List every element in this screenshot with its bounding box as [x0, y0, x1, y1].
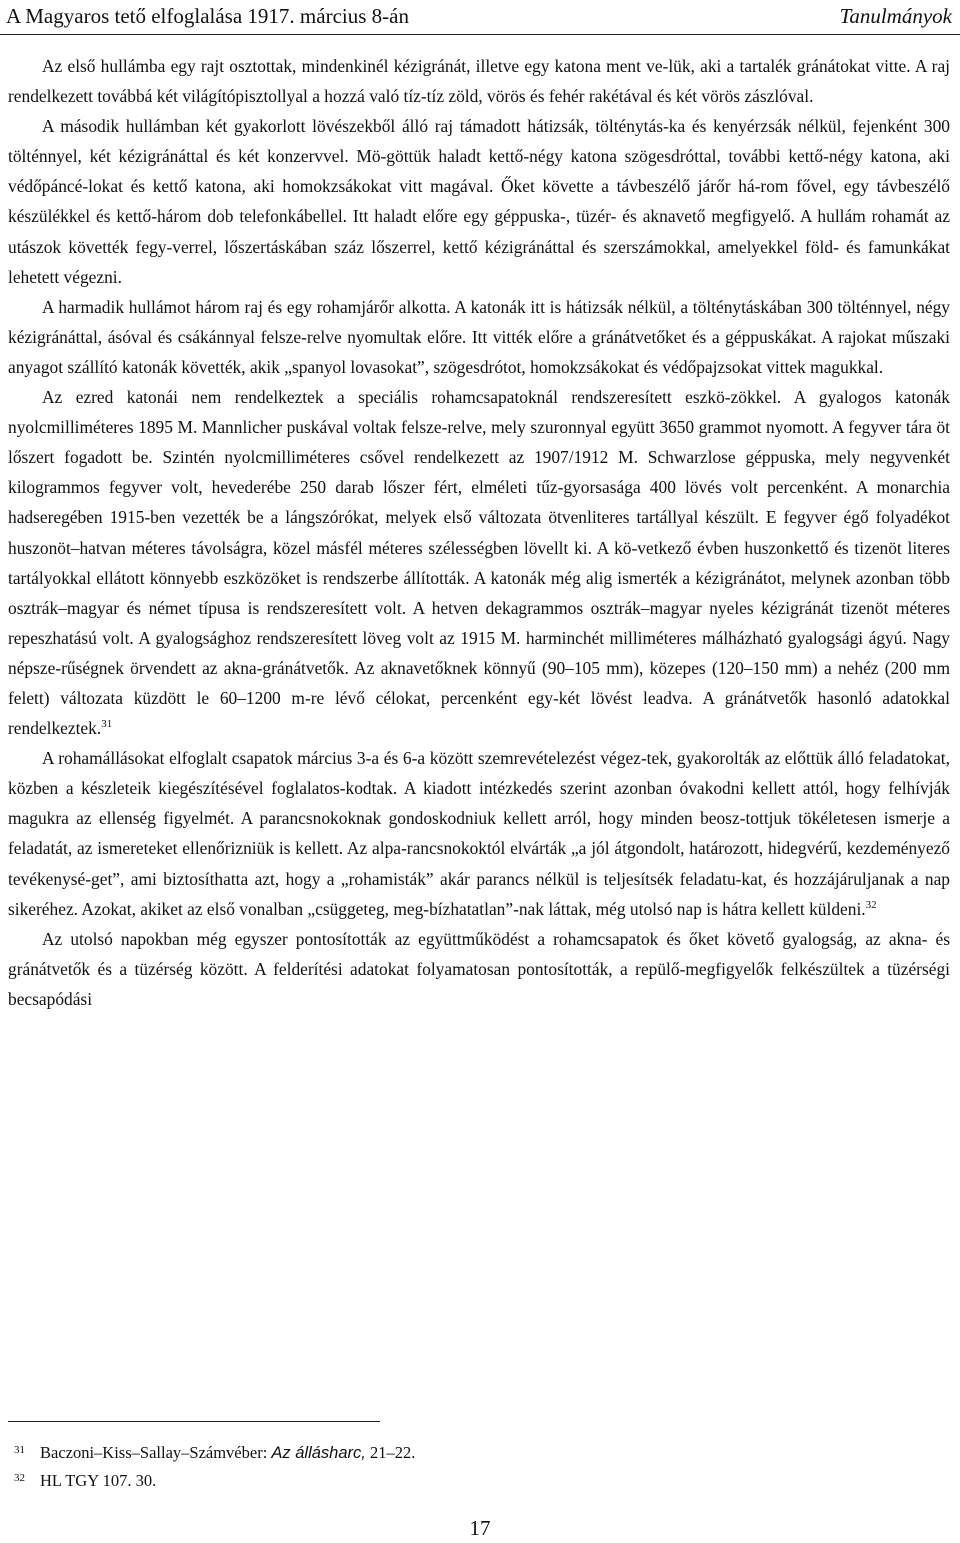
running-header-section: Tanulmányok: [839, 4, 952, 28]
paragraph-5: [8, 743, 950, 924]
paragraph-5-text: A rohamállásokat elfoglalt csapatok március 3-a és 6-a között szemrevételezést végez-tek, gyakorolták az előttük álló feladatokat, közben a készleteik kiegészítésével foglalatos-kodtak. A kiadott intézkedés szerint azonban óvakodni kellett attól, hogy felhívják magukra az ellenség figyelmét. A parancsnokoknak gondoskodniuk kellett arról, hogy minden beosz-tottjuk tökéletesen ismerje a feladatát, az ismereteket ellenőrizniük is kellett. Az alpa-rancsnokoktól elvárták „a jól átgondolt, határozott, hidegvérű, kezdeményező tevékenysé-get”, ami biztosíthatta azt, hogy a „rohamisták” akár parancs nélkül is teljesítsék feladatu-kat, és hozzájáruljanak a nap sikeréhez. Azokat, akiket az első vonalban „csüggeteg, meg-bízhatatlan”-nak láttak, még utolsó nap is hátra kellett küldeni.: [8, 748, 950, 919]
paragraph-4: [8, 382, 950, 743]
paragraph-2: [8, 111, 950, 292]
paragraph-1-text: Az első hullámba egy rajt osztottak, mindenkinél kézigránát, illetve egy katona ment ve-lük, aki a tartalék gránátokat vitte. A raj rendelkezett továbbá két világítópisztollyal a hozzá való tíz-tíz zöld, vörös és fehér rakétával és két vörös zászlóval.: [8, 56, 950, 107]
footnote-ref-31[interactable]: 31: [101, 718, 113, 731]
footnote-number: 31: [14, 1444, 25, 1456]
footnote-title: Az állásharc,: [271, 1444, 366, 1462]
footnote-number: 32: [14, 1472, 25, 1484]
footnotes: [14, 1440, 914, 1496]
paragraph-2-text: A második hullámban két gyakorlott lövészekből álló raj támadott hátizsák, tölténytás-ka és kenyérzsák nélkül, fejenként 300 tölténnyel, két kézigránáttal és két konzervvel. Mö-göttük haladt kettő-négy katona szögesdróttal, további kettő-négy katona, aki védőpáncé-lokat és kettő katona, aki homokzsákokat vitt magával. Őket követte a távbeszélő járőr há-rom fővel, egy távbeszélő készülékkel és kettő-három dob telefonkábellel. Itt haladt előre egy géppuska-, tüzér- és aknavető megfigyelő. A hullám rohamát az utászok követték fegy-verrel, lőszertáskában száz lőszerrel, kettő kézigránáttal és szerszámokkal, amelyekkel föld- és famunkákat lehetett végezni.: [8, 116, 950, 287]
footnote-pages: 21–22.: [365, 1443, 416, 1462]
paragraph-3: [8, 292, 950, 382]
footnote-divider: [8, 1421, 380, 1422]
paragraph-6: [8, 924, 950, 1014]
paragraph-1: [8, 51, 950, 111]
footnote-text: HL TGY 107. 30.: [40, 1471, 157, 1490]
body-text: [8, 51, 950, 1014]
footnote-32: [14, 1468, 914, 1496]
running-header-title: A Magyaros tető elfoglalása 1917. március 8-án: [6, 4, 409, 28]
header-divider: [0, 34, 960, 35]
footnote-authors: Baczoni–Kiss–Sallay–Számvéber:: [40, 1443, 272, 1462]
page-number: 17: [469, 1516, 491, 1540]
running-header: [6, 0, 952, 32]
footnote-31: [14, 1440, 914, 1468]
paragraph-4-text: Az ezred katonái nem rendelkeztek a speciális rohamcsapatoknál rendszeresített eszkö-zökkel. A gyalogos katonák nyolcmilliméteres 1895 M. Mannlicher puskával voltak felsze-relve, mely szuronnyal együtt 3650 grammot nyomott. A fegyver tára öt lőszert fogadott be. Szintén nyolcmilliméteres csővel rendelkezett az 1907/1912 M. Schwarzlose géppuska, mely negyvenkét kilogrammos fegyver volt, hevederébe 250 darab lőszer fért, elméleti tűz-gyorsasága 400 lövés volt percenként. A monarchia hadseregében 1915-ben vezették be a lángszórókat, melyek első változata ötvenliteres tartállyal készült. E fegyver égő folyadékot huszonöt–hatvan méteres távolságra, közel másfél méteres szélességben lövellt ki. A kö-vetkező évben huszonkettő és tizenöt literes tartályokkal ellátott könnyebb eszközöket is rendszerbe állították. A katonák még alig ismerték a kézigránátot, melynek azonban több osztrák–magyar és német típusa is rendszeresített volt. A hetven dekagrammos osztrák–magyar nyeles kézigránát tizenöt méteres repeszhatású volt. A gyalogsághoz rendszeresített löveg volt az 1915 M. harminchét milliméteres málházható gyalogsági ágyú. Nagy népsze-rűségnek örvendett az akna-gránátvetők. Az aknavetőknek könnyű (90–105 mm), közepes (120–150 mm) a nehéz (200 mm felett) változata küzdött le 60–1200 m-re lévő célokat, percenként egy-két lövést leadva. A gránátvetők hasonló adatokkal rendelkeztek.: [8, 387, 950, 739]
paragraph-6-text: Az utolsó napokban még egyszer pontosították az együttműködést a rohamcsapatok és őket követő gyalogság, az akna- és gránátvetők és a tüzérség között. A felderítési adatokat folyamatosan pontosították, a repülő-megfigyelők felkészültek a tüzérségi becsapódási: [8, 928, 950, 1009]
paragraph-3-text: A harmadik hullámot három raj és egy rohamjárőr alkotta. A katonák itt is hátizsák nélkül, a tölténytáskában 300 tölténnyel, négy kézigránáttal, ásóval és csákánnyal felsze-relve nyomultak előre. Itt vitték előre a gránátvetőket és a géppuskákat. A rajokat műszaki anyagot szállító katonák követték, akik „spanyol lovasokat”, szögesdrótot, homokzsákokat és védőpajzsokat vittek magukkal.: [8, 296, 950, 377]
footnote-text: [40, 1440, 415, 1466]
footnote-ref-32[interactable]: 32: [865, 898, 877, 911]
